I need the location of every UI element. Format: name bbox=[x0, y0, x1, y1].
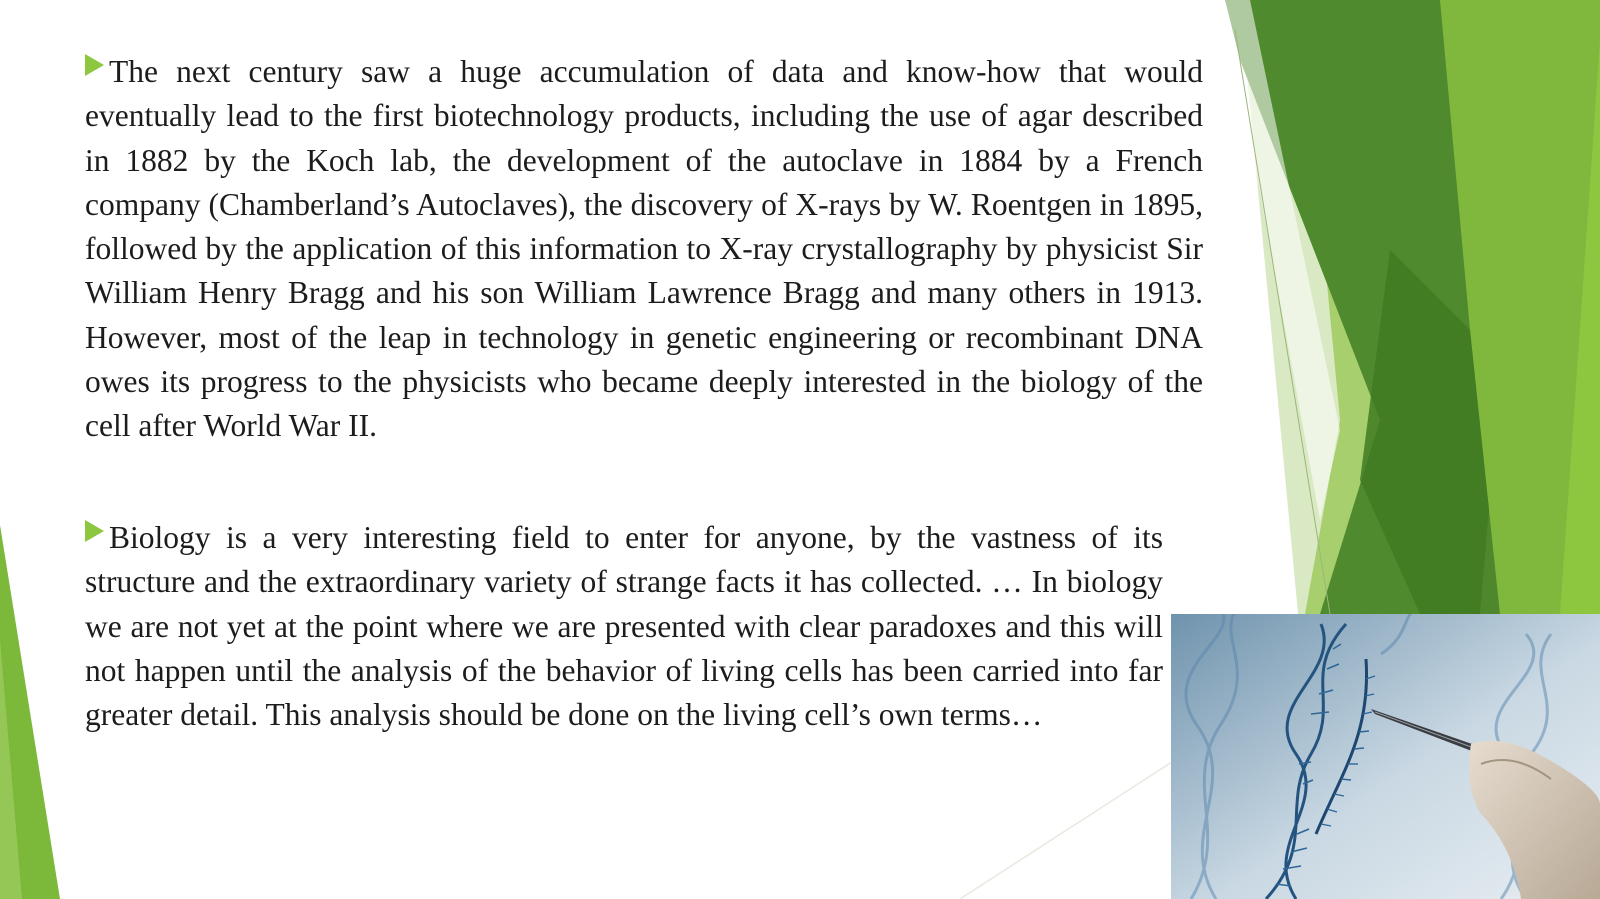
paragraph-biology-quote bbox=[85, 516, 1163, 737]
triangle-bullet-icon bbox=[85, 520, 104, 542]
deco-faint-diagonal bbox=[960, 760, 1175, 899]
dna-tweezers-photo bbox=[1171, 614, 1600, 899]
dna-helix-icon bbox=[1171, 614, 1600, 899]
paragraph-biology-quote-text: Biology is a very interesting field to enter for anyone, by the vastness of its structure and the extraordinary variety of strange facts it has collected. … In biology we are not yet at the point where we are presented with clear paradoxes and this will not happen until the analysis of the behavior of living cells has been carried into far greater detail. This analysis should be done on the living cell’s own terms… bbox=[85, 520, 1163, 733]
paragraph-history-text: The next century saw a huge accumulation of data and know-how that would eventually lead to the first biotechnology products, including the use of agar described in 1882 by the Koch lab, the development of the autoclave in 1884 by a French company (Chamberland’s Autoclaves), the discovery of X-rays by W. Roentgen in 1895, followed by the application of this information to X-ray crystallography by physicist Sir William Henry Bragg and his son William Lawrence Bragg and many others in 1913. However, most of the leap in technology in genetic engineering or recombinant DNA owes its progress to the physicists who became deeply interested in the biology of the cell after World War II. bbox=[85, 54, 1203, 444]
triangle-bullet-icon bbox=[85, 54, 104, 76]
paragraph-history bbox=[85, 50, 1203, 449]
